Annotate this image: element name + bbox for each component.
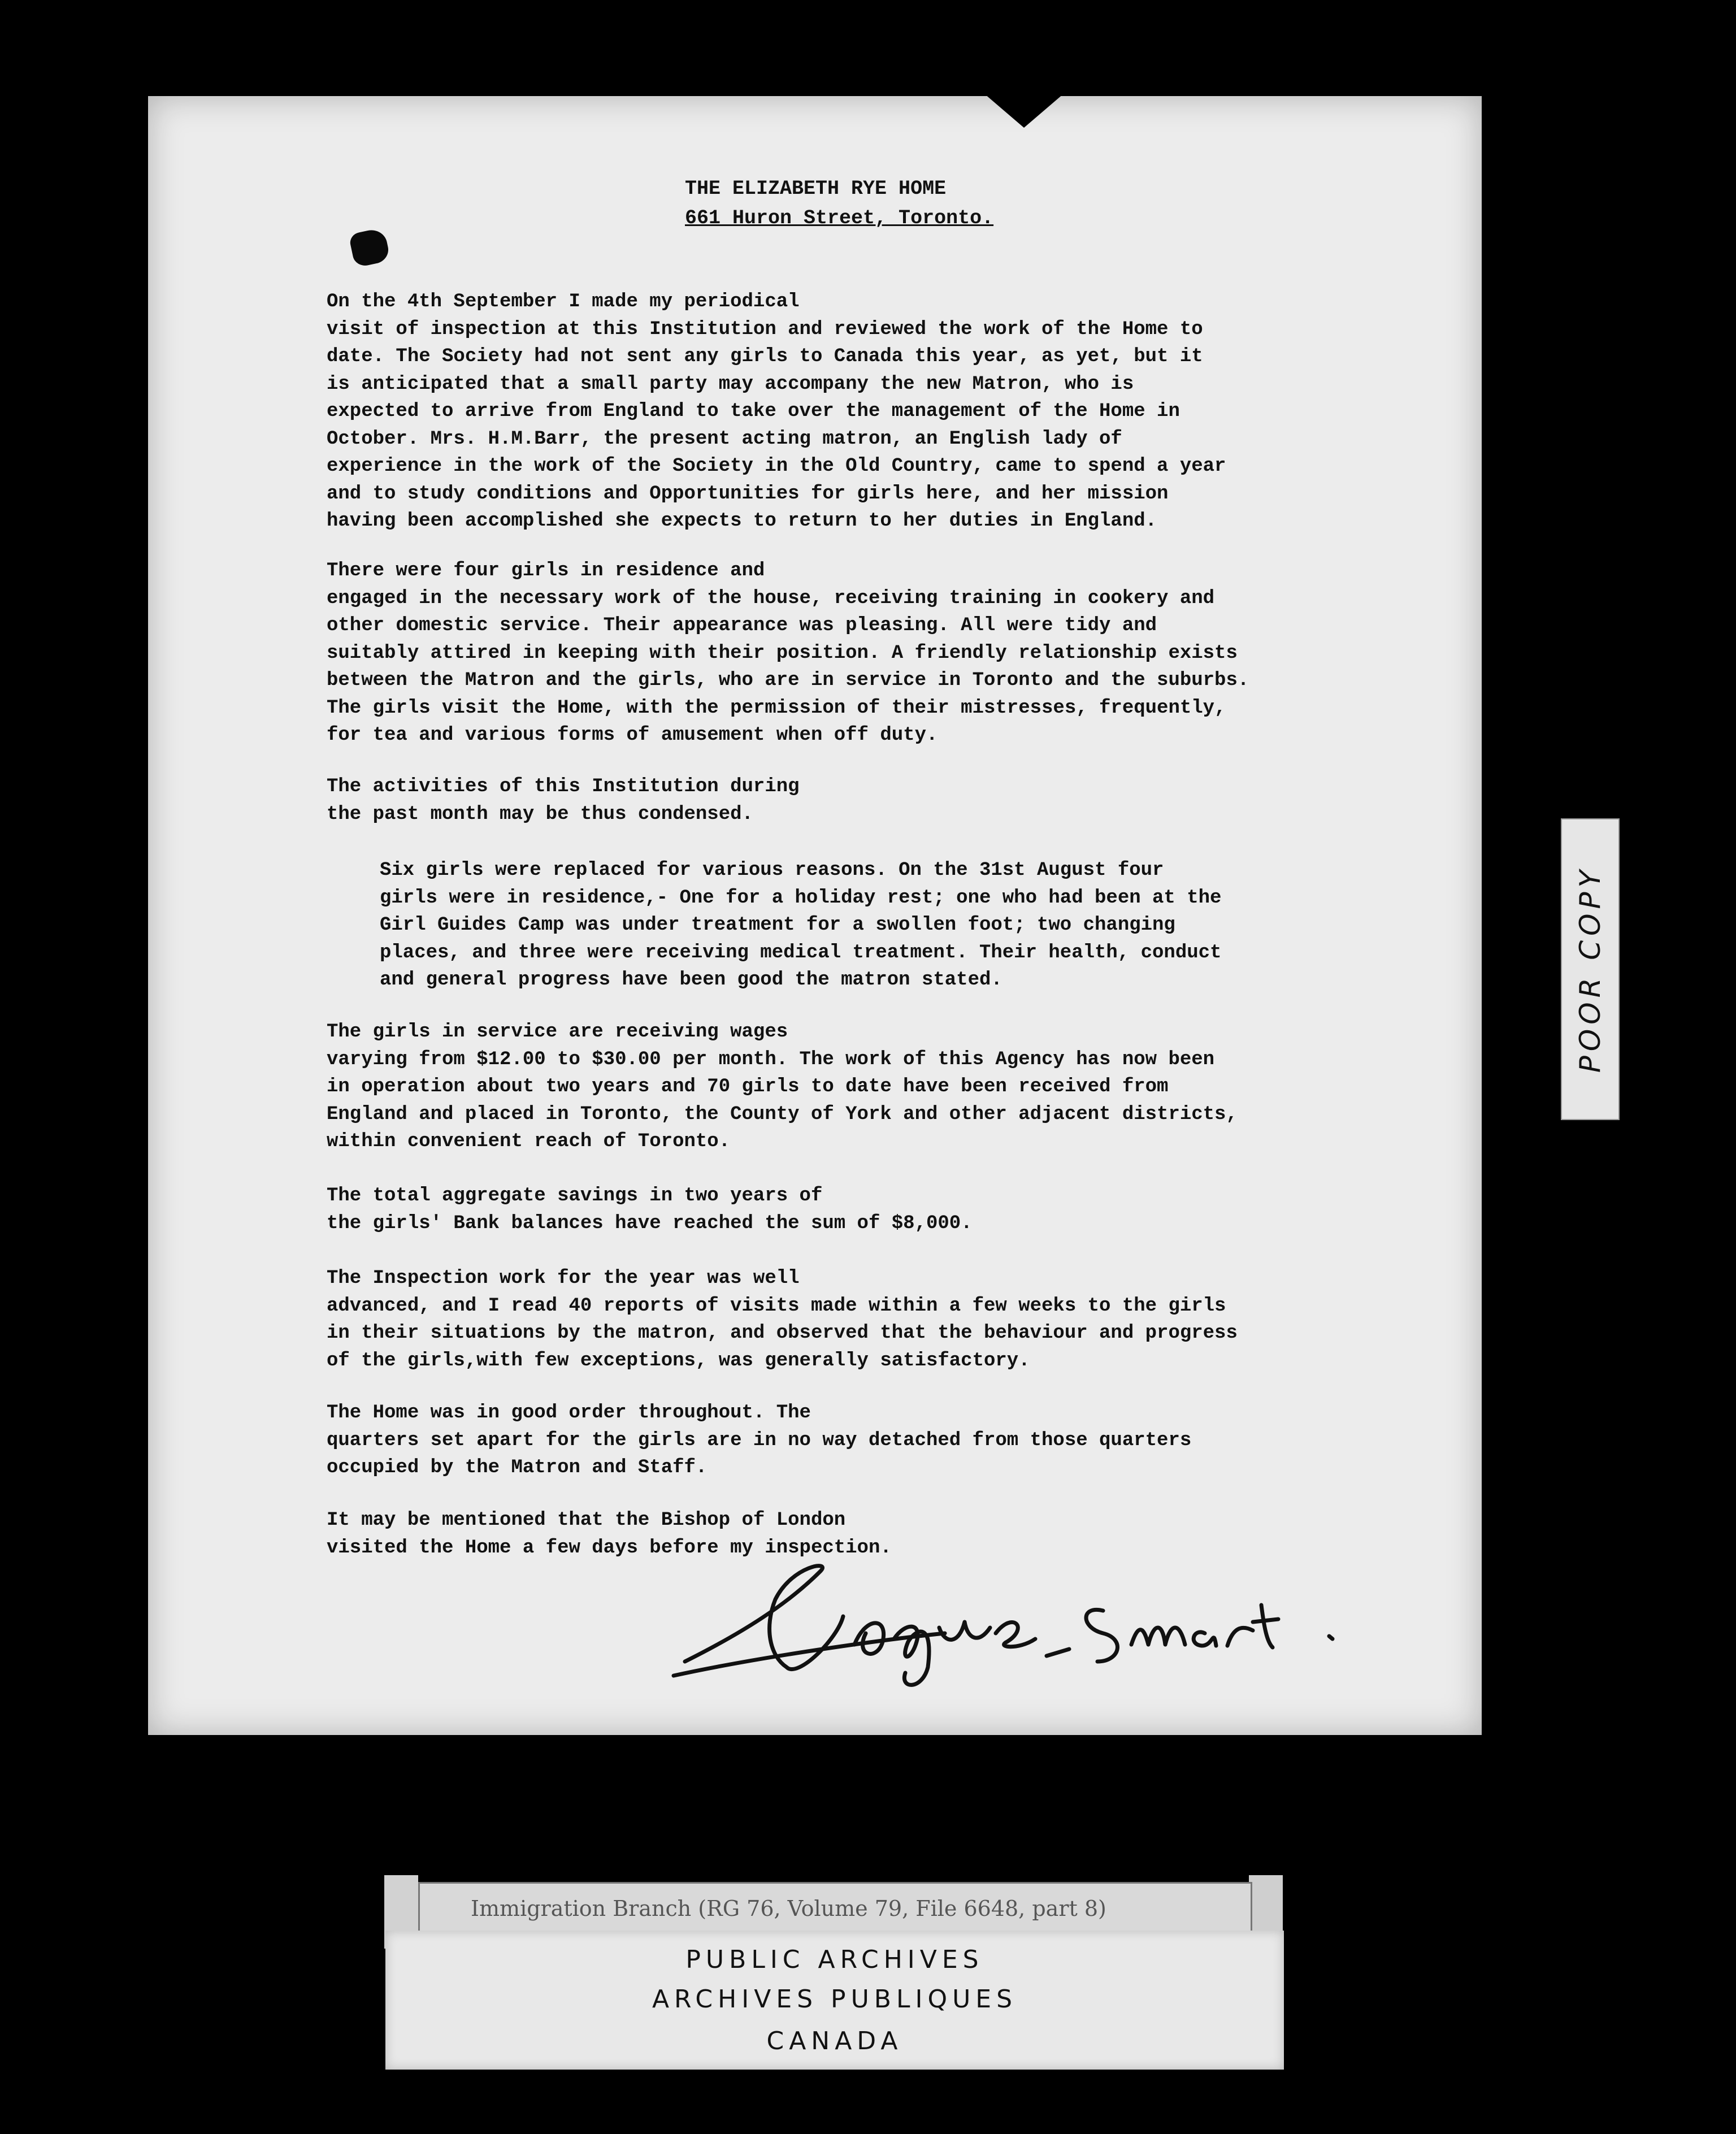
paragraph: The Inspection work for the year was well advanced, and I read 40 reports of visits made within a few weeks to the girls in their situations by the matron, and observed that the behaviour and progress of the girls,with few exceptions, was generally satisfactory. <box>327 1268 1238 1372</box>
archive-label <box>385 1931 1284 2070</box>
poor-copy-stamp <box>1561 818 1620 1120</box>
paragraph: On the 4th September I made my periodical visit of inspection at this Institution and reviewed the work of the Home to date. The Society had not sent any girls to Canada this year, as yet, but it is anticipated that a small party may accompany the new Matron, who is expected to arrive from England to take over the management of the Home in October. Mrs. H.M.Barr, the present acting matron, an English lady of experience in the work of the Society in the Old Country, came to spend a year and to study conditions and Opportunities for girls here, and her mission having been accomplished she expects to return to her duties in England. <box>327 291 1226 532</box>
indented-paragraph: Six girls were replaced for various reasons. On the 31st August four girls were in residence,- One for a holiday rest; one who had been at the Girl Guides Camp was under treatment for a swollen foot; two changing places, and three were receiving medical treatment. Their health, conduct and general progress have been good the matron stated. <box>380 860 1222 991</box>
handwritten-signature <box>651 1549 1386 1695</box>
paragraph: The activities of this Institution during the past month may be thus condensed. <box>327 776 800 825</box>
paragraph: The total aggregate savings in two years of the girls' Bank balances have reached the sum of $8,000. <box>327 1185 973 1234</box>
poor-copy-text: POOR COPY <box>1574 865 1607 1073</box>
document-title: THE ELIZABETH RYE HOME <box>685 177 947 200</box>
paragraph: The Home was in good order throughout. The quarters set apart for the girls are in no way detached from those quarters occupied by the Matron and Staff. <box>327 1402 1192 1478</box>
paragraph: There were four girls in residence and engaged in the necessary work of the house, receiving training in cookery and other domestic service. Their appearance was pleasing. All were tidy and suitably attired in keeping with their position. A friendly relationship exists between the Matron and the girls, who are in service in Toronto and the suburbs. The girls visit the Home, with the permission of their mistresses, frequently, for tea and various forms of amusement when off duty. <box>327 560 1249 746</box>
paragraph: It may be mentioned that the Bishop of London visited the Home a few days before my inspection. <box>327 1510 892 1559</box>
document-body <box>148 96 1482 1735</box>
document-address: 661 Huron Street, Toronto. <box>685 207 994 229</box>
archive-label-line: PUBLIC ARCHIVES <box>685 1945 984 1974</box>
archive-reference: Immigration Branch (RG 76, Volume 79, File 6648, part 8) <box>471 1896 1106 1921</box>
archive-label-line: CANADA <box>766 2027 903 2055</box>
document-page <box>148 96 1482 1735</box>
archive-label-line: ARCHIVES PUBLIQUES <box>652 1985 1018 2014</box>
paragraph: The girls in service are receiving wages varying from $12.00 to $30.00 per month. The work of this Agency has now been in operation about two years and 70 girls to date have been received from England and placed in Toronto, the County of York and other adjacent districts, within convenient reach of Toronto. <box>327 1021 1238 1152</box>
